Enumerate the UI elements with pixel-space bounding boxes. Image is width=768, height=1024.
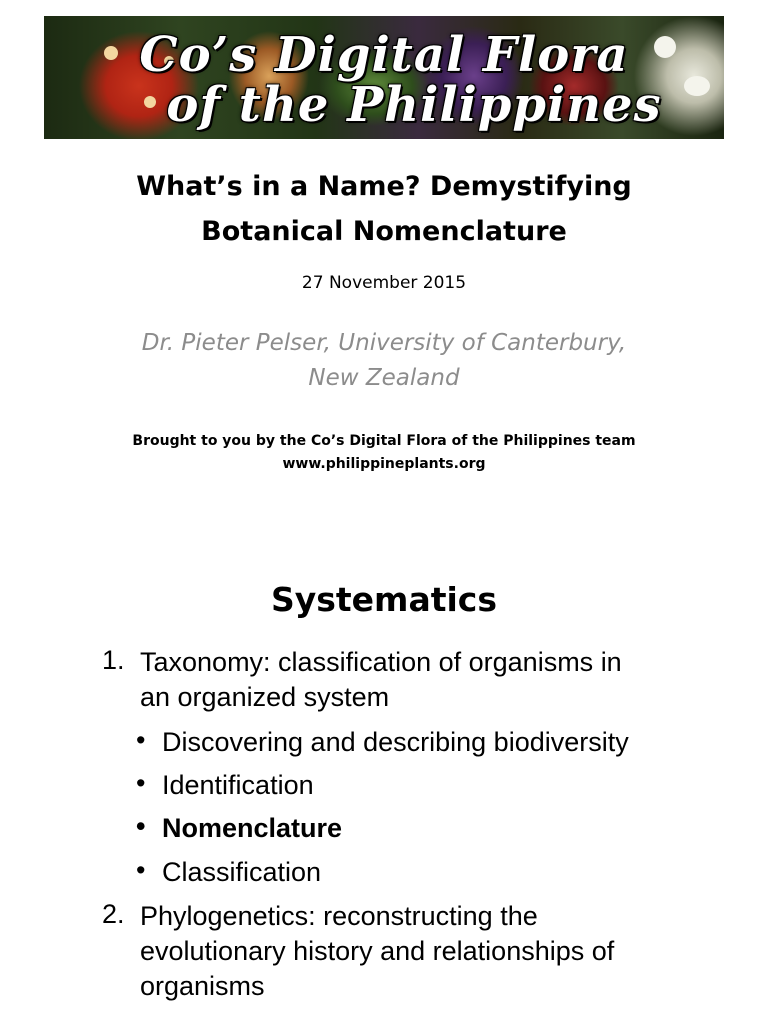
slide-heading: Systematics xyxy=(270,580,498,619)
list-item-line: an organized system xyxy=(140,682,390,712)
presentation-date: 27 November 2015 xyxy=(301,273,467,293)
banner-image xyxy=(44,16,724,139)
title-line1: What’s in a Name? Demystifying xyxy=(136,171,632,202)
sub-list-item: Identification xyxy=(162,770,314,800)
list-number: 1. xyxy=(102,645,125,675)
systematics-slide xyxy=(0,512,768,1024)
credit-url[interactable]: www.philippineplants.org xyxy=(282,456,486,472)
list-item-text xyxy=(140,899,730,1004)
banner-title-line1: Co’s Digital Flora xyxy=(139,27,629,83)
bullet-icon: • xyxy=(136,725,146,755)
list-item-text xyxy=(140,645,730,715)
author-line1: Dr. Pieter Pelser, University of Canterbury, xyxy=(141,330,627,356)
sub-list-item: Discovering and describing biodiversity xyxy=(162,727,629,757)
author-line2: New Zealand xyxy=(308,365,460,391)
list-number: 2. xyxy=(102,899,125,929)
banner-title-line2: of the Philippines xyxy=(166,77,662,133)
credit-line1: Brought to you by the Co’s Digital Flora of the Philippines team xyxy=(132,433,636,449)
list-item-line: evolutionary history and relationships of xyxy=(140,936,615,966)
bullet-icon: • xyxy=(136,855,146,885)
list-item-line: organisms xyxy=(140,971,265,1001)
bullet-icon: • xyxy=(136,811,146,841)
title-line2: Botanical Nomenclature xyxy=(201,216,567,247)
presentation-title xyxy=(0,164,768,254)
list-item-line: Phylogenetics: reconstructing the xyxy=(140,901,538,931)
credit xyxy=(0,430,768,476)
list-item-line: Taxonomy: classification of organisms in xyxy=(140,647,622,677)
bullet-icon: • xyxy=(136,768,146,798)
sub-list-item: Nomenclature xyxy=(162,813,343,843)
sub-list-item: Classification xyxy=(162,857,322,887)
author xyxy=(0,326,768,396)
